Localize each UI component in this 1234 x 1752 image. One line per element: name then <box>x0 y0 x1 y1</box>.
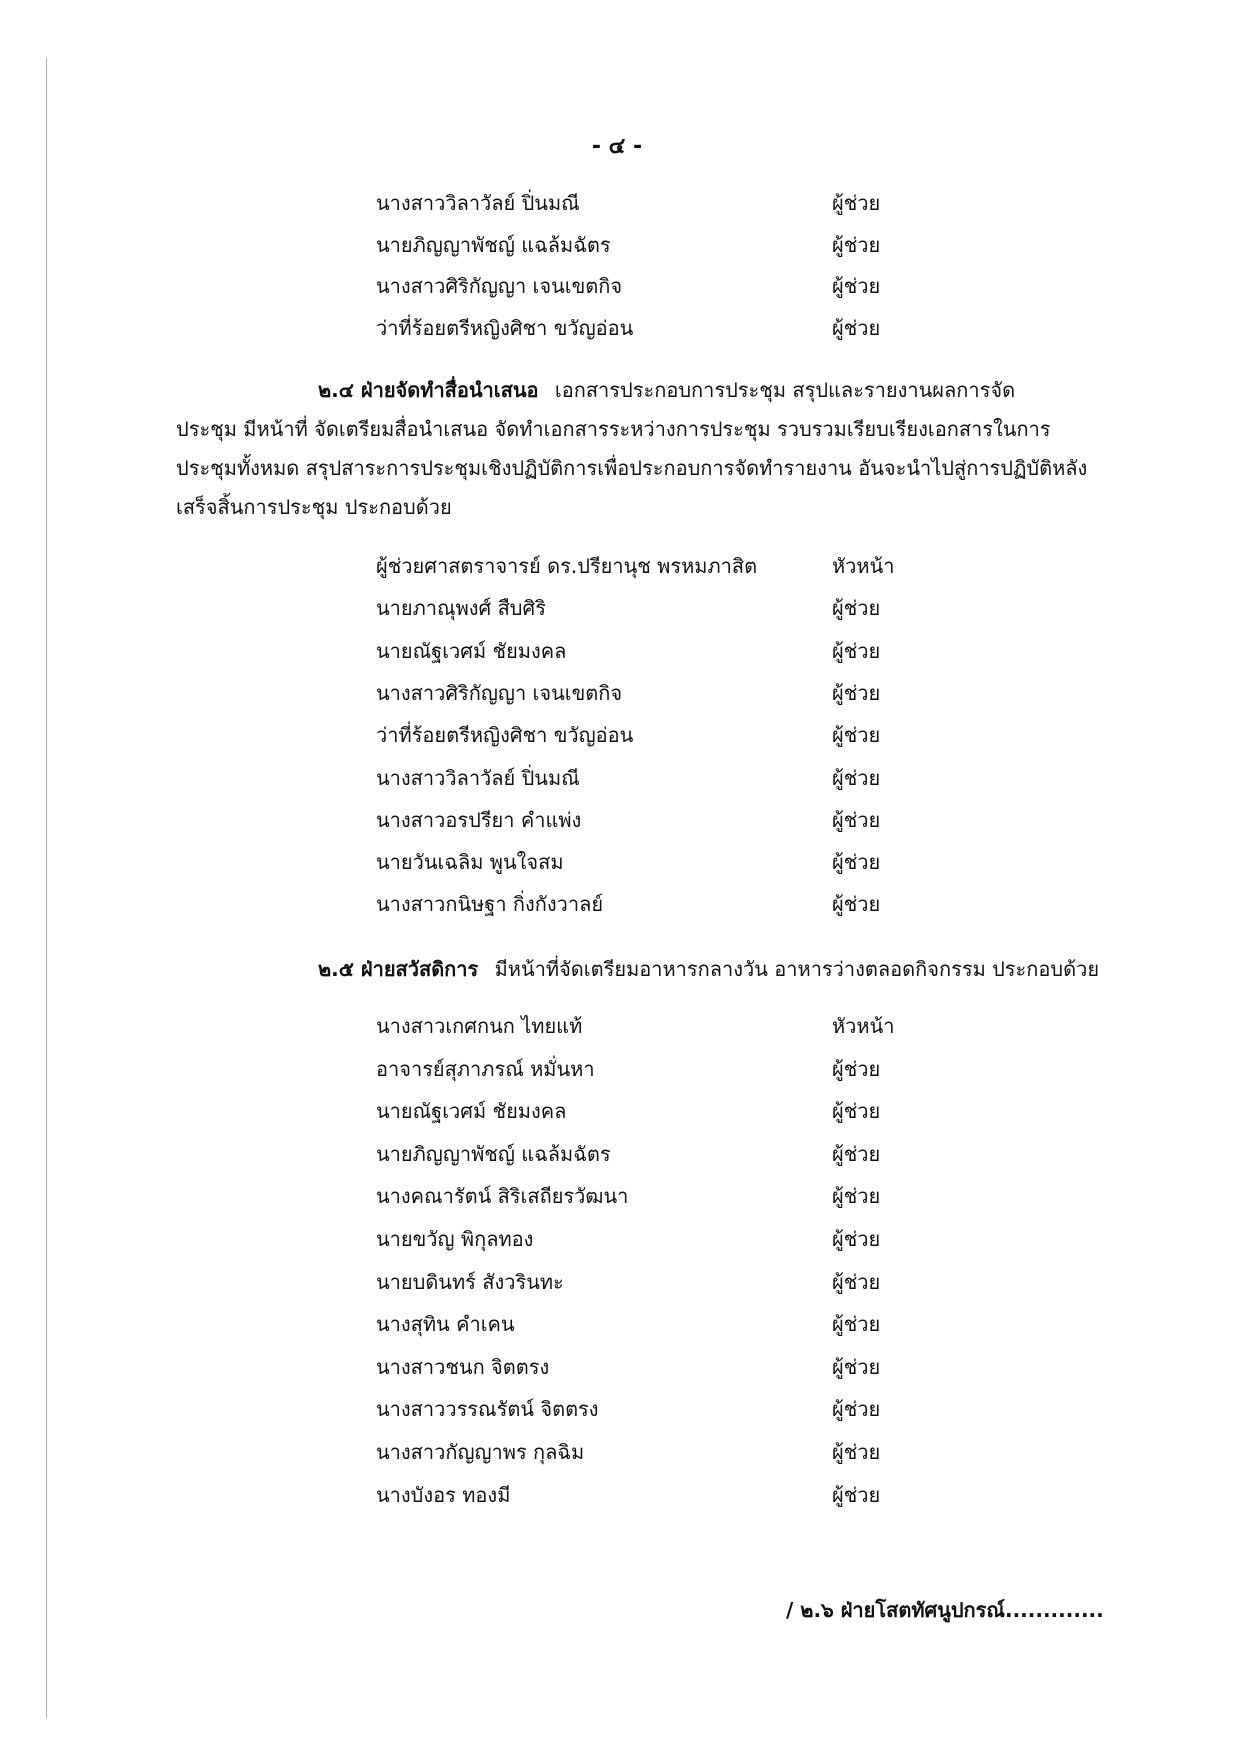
member-role: ผู้ช่วย <box>832 232 881 257</box>
member-name: นายภิญญาพัชญ์ แฉล้มฉัตร <box>376 1141 611 1166</box>
member-role: ผู้ช่วย <box>832 1184 881 1209</box>
member-name: นางสาวเกศกนก ไทยแท้ <box>376 1014 583 1038</box>
member-name: นายณัฐเวศม์ ชัยมงคล <box>376 638 567 663</box>
member-name: นางสาววรรณรัตน์ จิตตรง <box>376 1397 599 1422</box>
member-role: หัวหน้า <box>832 554 895 578</box>
member-name: นางสาวกนิษฐา กิ่งกังวาลย์ <box>376 892 604 917</box>
member-name: นางสาวศิริกัญญา เจนเขตกิจ <box>376 274 623 298</box>
section-2-4-heading: ๒.๔ ฝ่ายจัดทำสื่อนำเสนอ <box>318 378 539 402</box>
member-row <box>376 804 936 836</box>
member-name: นางสาวอรปรียา คำแพ่ง <box>376 807 582 832</box>
member-role: ผู้ช่วย <box>832 850 881 875</box>
member-row <box>376 1053 936 1085</box>
member-name: ผู้ช่วยศาสตราจารย์ ดร.ปรียานุช พรหมภาสิต <box>376 554 758 578</box>
member-role: ผู้ช่วย <box>832 1482 881 1507</box>
member-row <box>376 312 936 344</box>
member-row <box>376 1095 936 1127</box>
member-role: หัวหน้า <box>832 1014 895 1038</box>
member-role: ผู้ช่วย <box>832 191 881 215</box>
member-role: ผู้ช่วย <box>832 1227 881 1251</box>
member-name: นายณัฐเวศม์ ชัยมงคล <box>376 1099 567 1124</box>
member-role: ผู้ช่วย <box>832 1141 881 1166</box>
member-row <box>376 762 936 794</box>
member-name: นายบดินทร์ สังวรินทะ <box>376 1269 564 1294</box>
member-name: นายภิญญาพัชญ์ แฉล้มฉัตร <box>376 232 611 257</box>
member-row <box>376 677 936 709</box>
member-name: นายภาณุพงศ์ สืบศิริ <box>376 596 546 621</box>
member-name: อาจารย์สุภาภรณ์ หมั่นหา <box>376 1056 595 1081</box>
member-role: ผู้ช่วย <box>832 1440 881 1464</box>
member-row <box>376 1180 936 1212</box>
member-row <box>376 1351 936 1383</box>
member-row <box>376 1308 936 1340</box>
member-row <box>376 592 936 624</box>
member-name: ว่าที่ร้อยตรีหญิงศิชา ขวัญอ่อน <box>376 723 634 748</box>
member-row <box>376 270 936 302</box>
member-role: ผู้ช่วย <box>832 1099 881 1124</box>
member-row <box>376 635 936 667</box>
member-row <box>376 846 936 878</box>
section-2-5-line-1-text: มีหน้าที่จัดเตรียมอาหารกลางวัน อาหารว่างตลอดกิจกรรม ประกอบด้วย <box>494 957 1100 981</box>
member-row <box>376 888 936 920</box>
member-role: ผู้ช่วย <box>832 1397 881 1422</box>
member-name: นางสาววิลาวัลย์ ปิ่นมณี <box>376 765 580 790</box>
section-2-4-line-1 <box>318 374 1015 406</box>
member-name: นางสาวศิริกัญญา เจนเขตกิจ <box>376 680 623 705</box>
member-row <box>376 1223 936 1255</box>
member-role: ผู้ช่วย <box>832 765 881 790</box>
member-name: ว่าที่ร้อยตรีหญิงศิชา ขวัญอ่อน <box>376 315 634 340</box>
section-2-5-line-1 <box>318 953 1099 985</box>
member-name: นางบังอร ทองมี <box>376 1482 511 1507</box>
member-name: นางสาวชนก จิตตรง <box>376 1354 550 1379</box>
member-row <box>376 719 936 751</box>
member-name: นางสุทิน คำเคน <box>376 1312 515 1337</box>
member-row <box>376 1266 936 1298</box>
member-role: ผู้ช่วย <box>832 1312 881 1337</box>
member-row <box>376 1138 936 1170</box>
member-role: ผู้ช่วย <box>832 315 881 340</box>
member-role: ผู้ช่วย <box>832 807 881 832</box>
binding-margin-line <box>46 58 47 1718</box>
member-role: ผู้ช่วย <box>832 1056 881 1081</box>
member-name: นายขวัญ พิกุลทอง <box>376 1227 534 1251</box>
member-row <box>376 1479 936 1511</box>
member-role: ผู้ช่วย <box>832 274 881 298</box>
member-row <box>376 1393 936 1425</box>
member-role: ผู้ช่วย <box>832 892 881 917</box>
member-role: ผู้ช่วย <box>832 1269 881 1294</box>
member-role: ผู้ช่วย <box>832 638 881 663</box>
section-2-4-line-3: ประชุมทั้งหมด สรุปสาระการประชุมเชิงปฏิบัติการเพื่อประกอบการจัดทำรายงาน อันจะนำไปสู่การปฏิบัติหลัง <box>176 456 1088 480</box>
section-2-5-heading: ๒.๕ ฝ่ายสวัสดิการ <box>318 957 479 981</box>
page-number: - ๔ - <box>591 134 643 159</box>
member-role: ผู้ช่วย <box>832 596 881 621</box>
section-2-4-line-4: เสร็จสิ้นการประชุม ประกอบด้วย <box>176 495 452 519</box>
member-name: นางสาวกัญญาพร กุลฉิม <box>376 1440 585 1464</box>
member-row <box>376 187 936 219</box>
member-name: นายวันเฉลิม พูนใจสม <box>376 850 564 875</box>
member-role: ผู้ช่วย <box>832 680 881 705</box>
section-2-4-line-1-text: เอกสารประกอบการประชุม สรุปและรายงานผลการจัด <box>554 378 1016 402</box>
member-row <box>376 1010 936 1042</box>
member-name: นางคณารัตน์ สิริเสถียรวัฒนา <box>376 1184 629 1209</box>
member-name: นางสาววิลาวัลย์ ปิ่นมณี <box>376 191 580 215</box>
member-row <box>376 1436 936 1468</box>
member-row <box>376 229 936 261</box>
member-role: ผู้ช่วย <box>832 1354 881 1379</box>
member-role: ผู้ช่วย <box>832 723 881 748</box>
member-row <box>376 550 936 582</box>
next-page-continuation: / ๒.๖ ฝ่ายโสตทัศนูปกรณ์............. <box>786 1598 1104 1622</box>
section-2-4-line-2: ประชุม มีหน้าที่ จัดเตรียมสื่อนำเสนอ จัดทำเอกสารระหว่างการประชุม รวบรวมเรียบเรียงเอกสารในการ <box>176 417 1051 441</box>
